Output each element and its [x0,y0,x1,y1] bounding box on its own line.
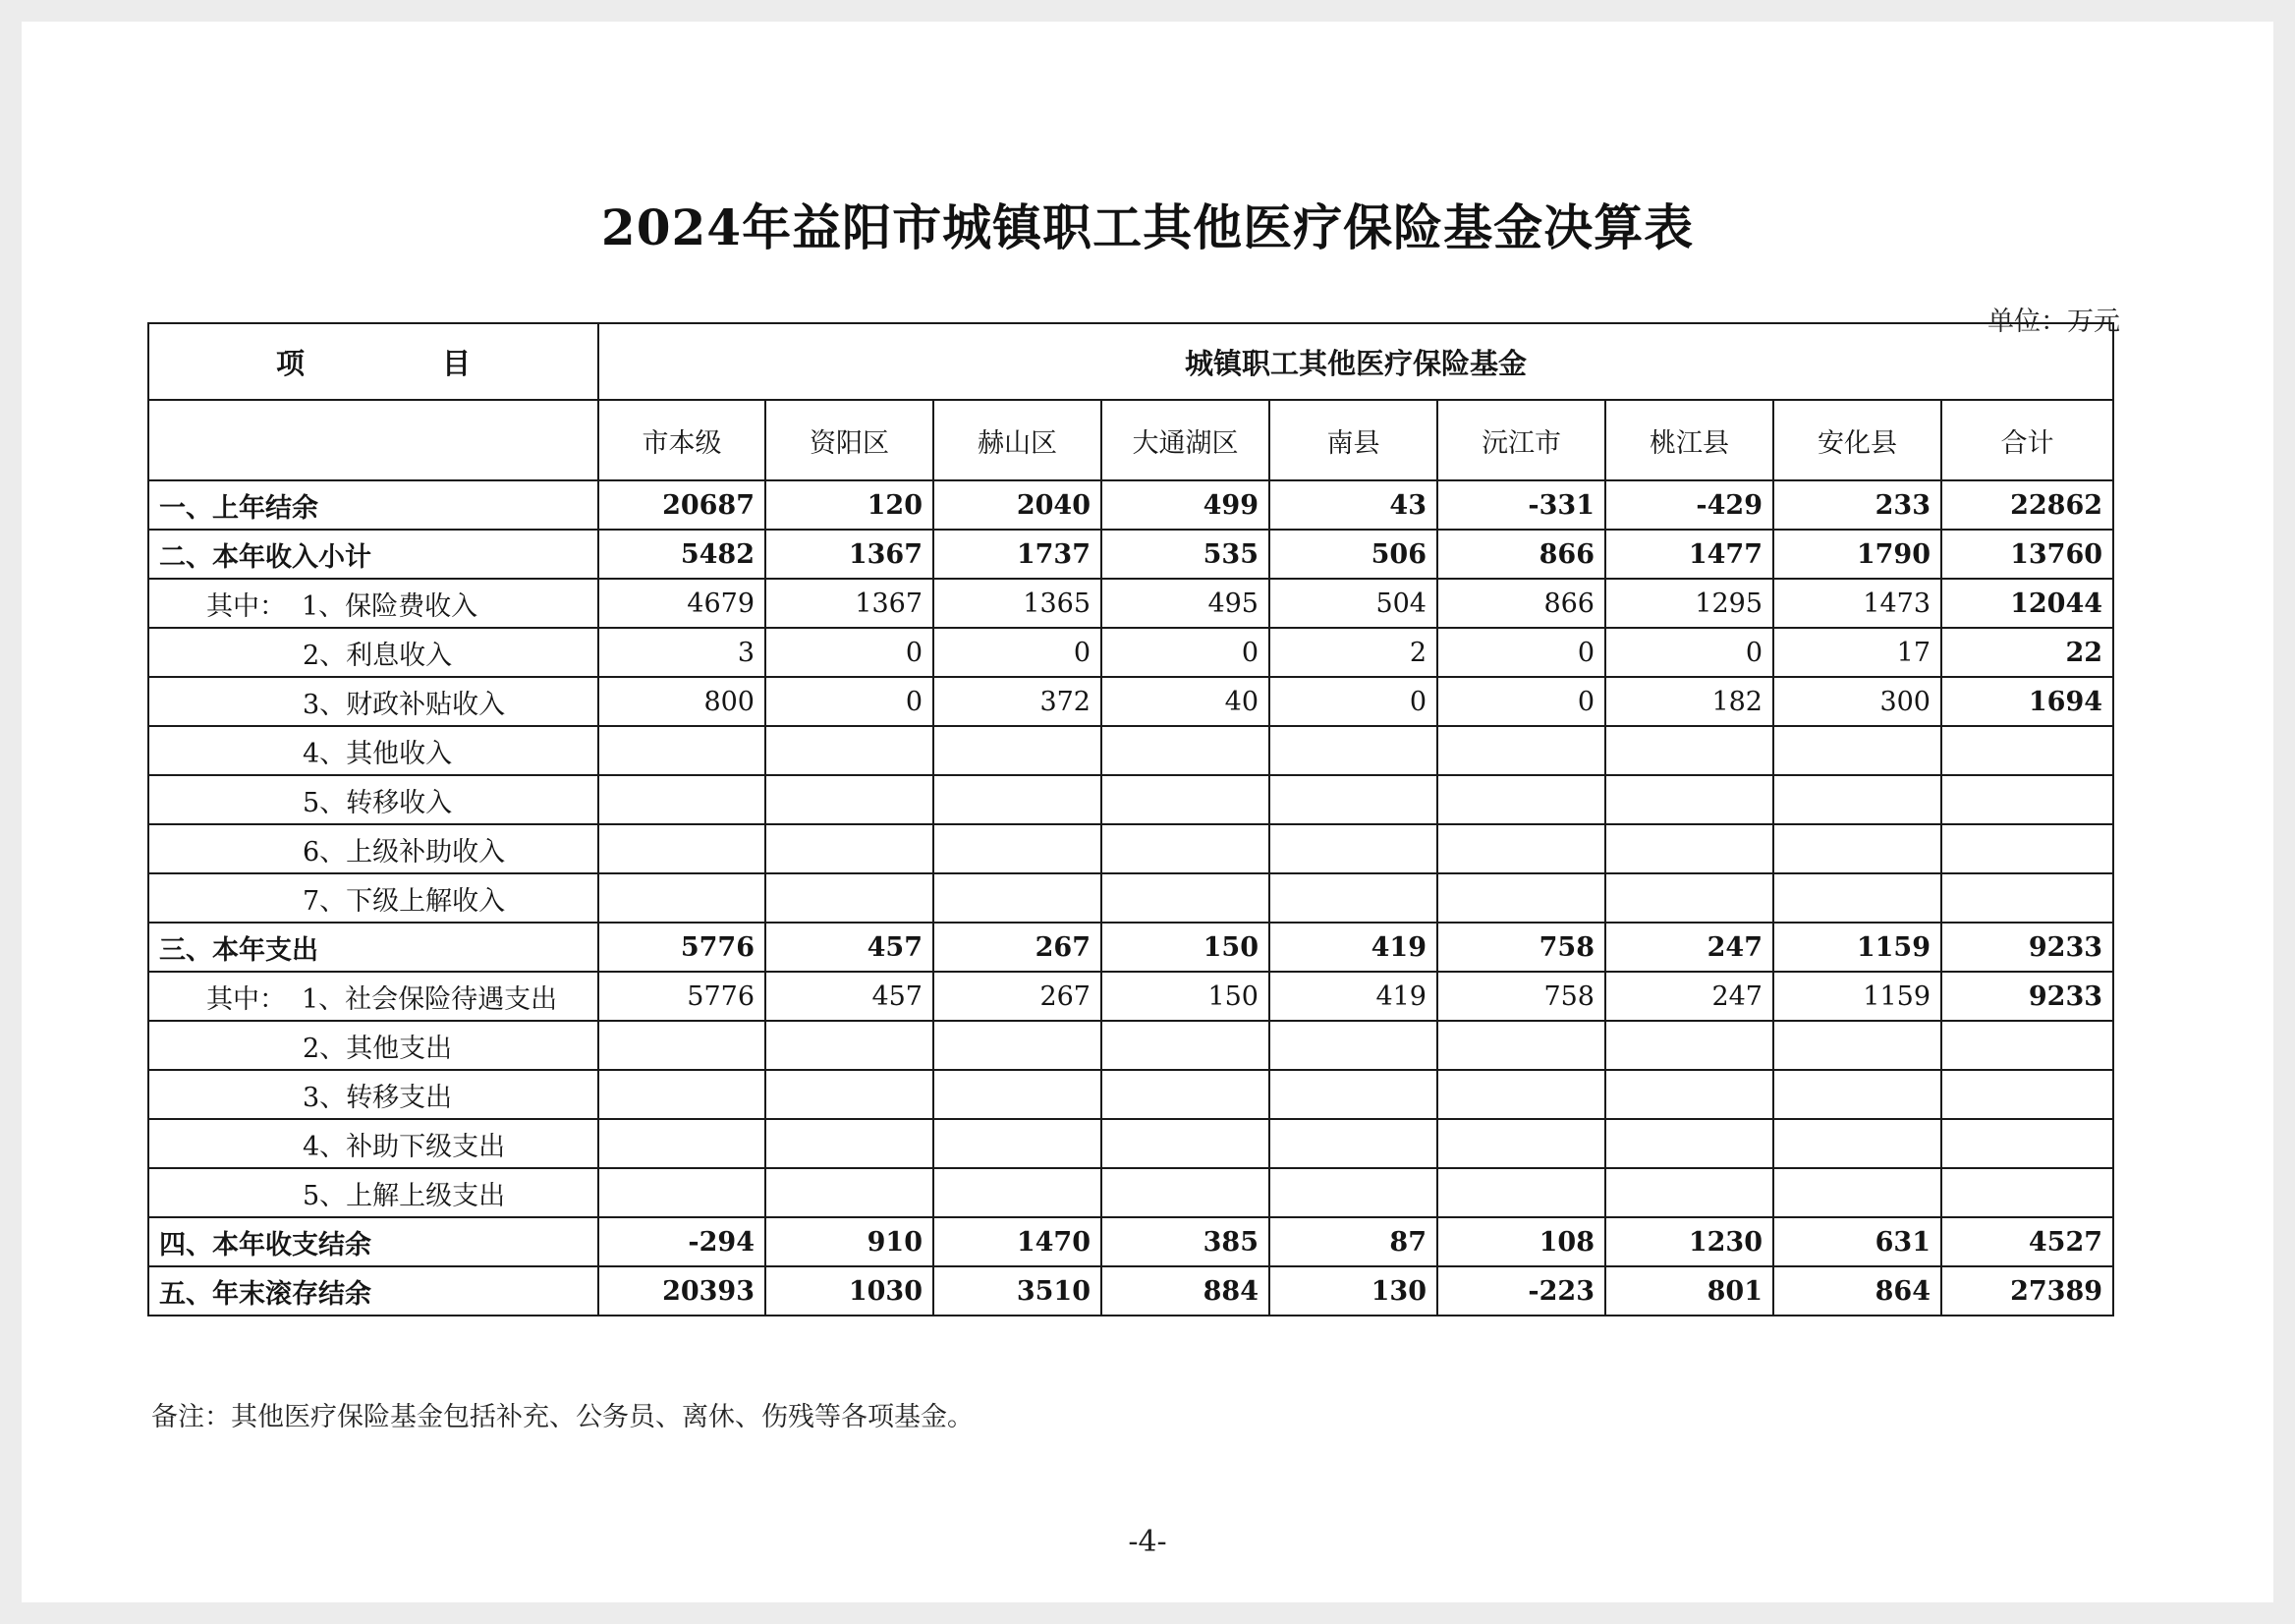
value-cell: 864 [1773,1266,1941,1316]
value-cell [765,873,933,923]
value-cell [1101,1168,1269,1217]
value-cell [598,775,765,824]
value-cell [1101,1021,1269,1070]
value-cell: 233 [1773,480,1941,530]
column-header: 赫山区 [933,400,1101,480]
value-cell: -294 [598,1217,765,1266]
unit-label: 单位：万元 [1987,307,2120,337]
value-cell: 4679 [598,579,765,628]
row-label-text: 3、财政补贴收入 [303,689,506,720]
total-cell [1941,1168,2113,1217]
row-label-text: 6、上级补助收入 [303,836,506,868]
value-cell: 631 [1773,1217,1941,1266]
row-label-text: 7、下级上解收入 [303,885,506,917]
value-cell: 372 [933,677,1101,726]
value-cell: 1477 [1605,530,1773,579]
value-cell: 1365 [933,579,1101,628]
column-header: 市本级 [598,400,765,480]
value-cell: -223 [1437,1266,1605,1316]
row-label [148,480,598,530]
row-label-text: 五、年末滚存结余 [159,1278,371,1310]
value-cell: 884 [1101,1266,1269,1316]
footnote: 备注：其他医疗保险基金包括补充、公务员、离休、伤残等各项基金。 [151,1402,974,1432]
value-cell: 2 [1269,628,1437,677]
row-label [148,873,598,923]
value-cell [1773,775,1941,824]
value-cell: 499 [1101,480,1269,530]
value-cell [1773,1168,1941,1217]
row-label [148,972,598,1021]
value-cell: 419 [1269,972,1437,1021]
value-cell [1101,824,1269,873]
value-cell [1269,1070,1437,1119]
value-cell: 247 [1605,972,1773,1021]
row-label [148,923,598,972]
row-label [148,677,598,726]
row-label [148,628,598,677]
column-header: 桃江县 [1605,400,1773,480]
column-header: 合计 [1941,400,2113,480]
value-cell [933,1070,1101,1119]
value-cell: 495 [1101,579,1269,628]
value-cell [1269,873,1437,923]
value-cell: 910 [765,1217,933,1266]
value-cell: 866 [1437,530,1605,579]
blank-header-cell [148,400,598,480]
value-cell [1437,1168,1605,1217]
value-cell: 801 [1605,1266,1773,1316]
value-cell: 5482 [598,530,765,579]
row-label-text: 4、补助下级支出 [303,1131,506,1162]
value-cell: 0 [933,628,1101,677]
value-cell [1437,873,1605,923]
value-cell: 1737 [933,530,1101,579]
value-cell [1605,1168,1773,1217]
value-cell: 419 [1269,923,1437,972]
row-label-text: 四、本年收支结余 [159,1229,371,1260]
row-label-text: 4、其他收入 [303,738,453,769]
total-cell: 4527 [1941,1217,2113,1266]
value-cell [1773,1119,1941,1168]
value-cell [1269,824,1437,873]
value-cell: 108 [1437,1217,1605,1266]
value-cell [933,1168,1101,1217]
value-cell: 40 [1101,677,1269,726]
value-cell: 385 [1101,1217,1269,1266]
table-row [148,1070,2113,1119]
row-label-text: 2、利息收入 [303,640,453,671]
total-cell: 27389 [1941,1266,2113,1316]
value-cell [765,1119,933,1168]
header-row-2 [148,400,2113,480]
table-row [148,530,2113,579]
value-cell [598,1168,765,1217]
value-cell [1605,1021,1773,1070]
value-cell: 267 [933,972,1101,1021]
value-cell [1437,1119,1605,1168]
value-cell [1605,1119,1773,1168]
value-cell: 17 [1773,628,1941,677]
row-label-prefix: 其中： [206,983,286,1015]
value-cell: 1230 [1605,1217,1773,1266]
page-number: -4- [1128,1525,1167,1559]
item-header-char-1: 项 [275,346,305,380]
row-label-text: 5、上解上级支出 [303,1180,506,1211]
table-row [148,1021,2113,1070]
value-cell: 0 [1605,628,1773,677]
total-cell: 12044 [1941,579,2113,628]
value-cell: 2040 [933,480,1101,530]
value-cell [1773,873,1941,923]
total-cell: 22 [1941,628,2113,677]
value-cell: 3510 [933,1266,1101,1316]
header-row-1 [148,323,2113,400]
value-cell [598,1070,765,1119]
value-cell [1101,726,1269,775]
value-cell [765,1070,933,1119]
value-cell: 457 [765,972,933,1021]
total-cell: 22862 [1941,480,2113,530]
page-title: 2024年益阳市城镇职工其他医疗保险基金决算表 [600,198,1695,256]
value-cell [933,1119,1101,1168]
value-cell: 866 [1437,579,1605,628]
table-row [148,1119,2113,1168]
value-cell [765,726,933,775]
value-cell [1605,873,1773,923]
table-row [148,677,2113,726]
value-cell: 758 [1437,923,1605,972]
value-cell [1269,1021,1437,1070]
column-header: 沅江市 [1437,400,1605,480]
value-cell [1101,873,1269,923]
value-cell [1437,1070,1605,1119]
row-label [148,1021,598,1070]
value-cell [1101,1119,1269,1168]
value-cell [1605,775,1773,824]
value-cell: 130 [1269,1266,1437,1316]
value-cell [1269,775,1437,824]
total-cell [1941,1070,2113,1119]
row-label-prefix: 其中： [206,590,286,622]
value-cell [1101,775,1269,824]
value-cell [1437,1021,1605,1070]
row-label-text: 2、其他支出 [303,1033,453,1064]
value-cell: 1030 [765,1266,933,1316]
value-cell: 5776 [598,923,765,972]
value-cell [765,775,933,824]
value-cell [1605,726,1773,775]
total-cell [1941,873,2113,923]
value-cell: 182 [1605,677,1773,726]
row-label [148,1070,598,1119]
value-cell: 1159 [1773,972,1941,1021]
row-label-text: 1、保险费收入 [302,590,478,622]
value-cell: -429 [1605,480,1773,530]
value-cell: 20393 [598,1266,765,1316]
column-header: 安化县 [1773,400,1941,480]
total-cell [1941,1021,2113,1070]
table-row [148,579,2113,628]
total-cell [1941,824,2113,873]
row-label-text: 二、本年收入小计 [159,541,371,573]
value-cell: 800 [598,677,765,726]
fund-name-header: 城镇职工其他医疗保险基金 [598,323,2113,400]
value-cell: 120 [765,480,933,530]
row-label [148,1119,598,1168]
table-row [148,628,2113,677]
table-row [148,1168,2113,1217]
row-label-text: 1、社会保险待遇支出 [302,983,558,1015]
value-cell [1773,824,1941,873]
value-cell: 0 [765,677,933,726]
value-cell: 0 [1101,628,1269,677]
value-cell [1269,1168,1437,1217]
value-cell: 43 [1269,480,1437,530]
value-cell: 1473 [1773,579,1941,628]
value-cell: 267 [933,923,1101,972]
fund-settlement-table [147,322,2114,1316]
table-row [148,1217,2113,1266]
value-cell [598,726,765,775]
value-cell: 150 [1101,923,1269,972]
total-cell: 9233 [1941,923,2113,972]
value-cell: 504 [1269,579,1437,628]
value-cell [1437,775,1605,824]
value-cell [933,775,1101,824]
document-page [22,22,2273,1602]
row-label [148,1168,598,1217]
row-label-text: 一、上年结余 [159,492,318,524]
value-cell: 1470 [933,1217,1101,1266]
column-header: 资阳区 [765,400,933,480]
table-row [148,480,2113,530]
item-header-cell [148,323,598,400]
table-row [148,923,2113,972]
value-cell: 3 [598,628,765,677]
table-row [148,726,2113,775]
table-row [148,1266,2113,1316]
value-cell [1605,824,1773,873]
value-cell [1101,1070,1269,1119]
value-cell: 535 [1101,530,1269,579]
value-cell: 1367 [765,530,933,579]
value-cell [1773,1070,1941,1119]
value-cell [933,726,1101,775]
table-row [148,972,2113,1021]
total-cell: 1694 [1941,677,2113,726]
row-label-text: 三、本年支出 [159,934,318,966]
table-row [148,775,2113,824]
row-label [148,824,598,873]
value-cell: 1367 [765,579,933,628]
total-cell [1941,1119,2113,1168]
value-cell: 247 [1605,923,1773,972]
value-cell: 0 [1437,628,1605,677]
value-cell: 457 [765,923,933,972]
value-cell: 758 [1437,972,1605,1021]
value-cell: -331 [1437,480,1605,530]
row-label [148,530,598,579]
row-label [148,726,598,775]
table-row [148,873,2113,923]
total-cell [1941,775,2113,824]
row-label [148,1217,598,1266]
value-cell [765,1168,933,1217]
value-cell: 300 [1773,677,1941,726]
row-label [148,579,598,628]
total-cell: 9233 [1941,972,2113,1021]
row-label [148,1266,598,1316]
row-label-text: 3、转移支出 [303,1082,453,1113]
value-cell [598,1021,765,1070]
value-cell [933,1021,1101,1070]
value-cell [598,1119,765,1168]
value-cell [598,873,765,923]
value-cell: 5776 [598,972,765,1021]
value-cell [1437,824,1605,873]
column-header: 南县 [1269,400,1437,480]
value-cell: 1159 [1773,923,1941,972]
value-cell: 1790 [1773,530,1941,579]
column-header: 大通湖区 [1101,400,1269,480]
total-cell: 13760 [1941,530,2113,579]
value-cell [933,873,1101,923]
value-cell: 0 [1437,677,1605,726]
value-cell [765,824,933,873]
value-cell: 1295 [1605,579,1773,628]
value-cell [765,1021,933,1070]
value-cell [1269,726,1437,775]
value-cell [1437,726,1605,775]
value-cell: 0 [765,628,933,677]
value-cell [1773,726,1941,775]
table-row [148,824,2113,873]
total-cell [1941,726,2113,775]
value-cell: 0 [1269,677,1437,726]
value-cell: 87 [1269,1217,1437,1266]
value-cell [598,824,765,873]
value-cell [933,824,1101,873]
item-header-char-2: 目 [442,346,472,380]
value-cell [1605,1070,1773,1119]
value-cell: 150 [1101,972,1269,1021]
value-cell [1773,1021,1941,1070]
value-cell [1269,1119,1437,1168]
row-label [148,775,598,824]
value-cell: 20687 [598,480,765,530]
row-label-text: 5、转移收入 [303,787,453,818]
value-cell: 506 [1269,530,1437,579]
